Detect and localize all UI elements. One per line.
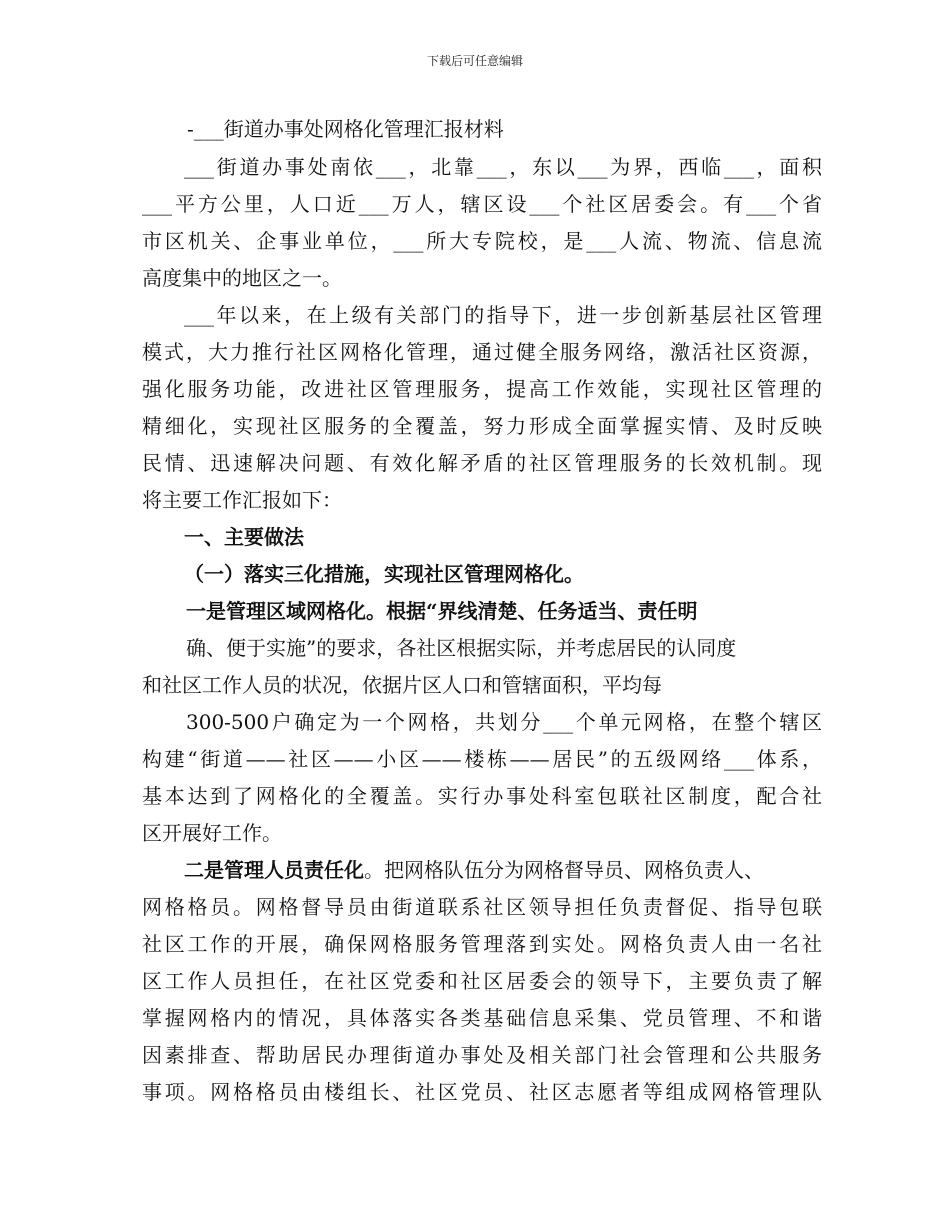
page-header-note: 下载后可任意编辑: [426, 54, 523, 68]
paragraph-line: 市区机关、企事业单位，___所大专院校，是___人流、物流、信息流: [142, 229, 822, 253]
paragraph-line: 网格格员。网格督导员由街道联系社区领导担任负责督促、指导包联: [142, 895, 822, 919]
paragraph-line: ___年以来，在上级有关部门的指导下，进一步创新基层社区管理: [184, 303, 822, 327]
paragraph-line: 掌握网格内的情况，具体落实各类基础信息采集、党员管理、不和谐: [142, 1006, 822, 1030]
paragraph-line: ___平方公里，人口近___万人，辖区设___个社区居委会。有___个省: [142, 192, 822, 216]
bold-lead-text: 二是管理人员责任化: [184, 858, 364, 882]
paragraph-line: 高度集中的地区之一。: [142, 266, 342, 290]
paragraph-line-mixed: [184, 858, 764, 882]
paragraph-line: 社区工作的开展，确保网格服务管理落到实处。网格负责人由一名社: [142, 932, 822, 956]
paragraph-line: 构建“街道——社区——小区——楼栋——居民”的五级网络___体系，: [142, 747, 822, 771]
bold-lead-line: 一是管理区域网格化。根据“界线清楚、任务适当、责任明: [186, 599, 698, 623]
paragraph-line: 300-500户确定为一个网格，共划分___个单元网格，在整个辖区: [186, 710, 822, 734]
paragraph-line: 精细化，实现社区服务的全覆盖，努力形成全面掌握实情、及时反映: [142, 414, 822, 438]
paragraph-line: 基本达到了网格化的全覆盖。实行办事处科室包联社区制度，配合社: [142, 784, 822, 808]
paragraph-line: 模式，大力推行社区网格化管理，通过健全服务网络，激活社区资源，: [142, 340, 822, 364]
paragraph-line: 区开展好工作。: [142, 821, 282, 845]
paragraph-line: 确、便于实施”的要求，各社区根据实际，并考虑居民的认同度: [186, 636, 737, 660]
paragraph-line: 强化服务功能，改进社区管理服务，提高工作效能，实现社区管理的: [142, 377, 822, 401]
subsection-heading: （一）落实三化措施，实现社区管理网格化。: [184, 562, 584, 586]
paragraph-text: 。把网格队伍分为网格督导员、网格负责人、: [364, 858, 764, 882]
paragraph-line: 因素排查、帮助居民办理街道办事处及相关部门社会管理和公共服务: [142, 1043, 822, 1067]
paragraph-line: 将主要工作汇报如下：: [142, 488, 342, 512]
paragraph-line: 区工作人员担任，在社区党委和社区居委会的领导下，主要负责了解: [142, 969, 822, 993]
section-heading: 一、主要做法: [184, 525, 304, 549]
paragraph-line: 民情、迅速解决问题、有效化解矛盾的社区管理服务的长效机制。现: [142, 451, 822, 475]
paragraph-line: 和社区工作人员的状况，依据片区人口和管辖面积，平均每: [142, 673, 662, 697]
paragraph-line: ___街道办事处南依___，北靠___，东以___为界，西临___，面积: [184, 155, 822, 179]
paragraph-line: 事项。网格格员由楼组长、社区党员、社区志愿者等组成网格管理队: [142, 1080, 822, 1104]
document-title: -___街道办事处网格化管理汇报材料: [187, 117, 504, 141]
